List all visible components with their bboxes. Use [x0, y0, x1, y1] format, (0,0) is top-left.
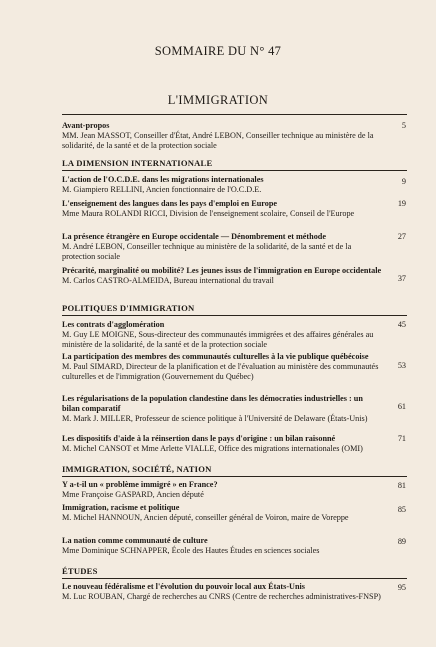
entry-author: Mme Dominique SCHNAPPER, École des Hautes Études en sciences sociales [62, 546, 320, 555]
entry-page: 81 [397, 481, 406, 490]
entry-title: Les régularisations de la population clandestine dans les démocraties industrielles : un bilan comparatif [62, 394, 363, 413]
toc-entry [62, 232, 382, 262]
entry-page: 19 [397, 199, 406, 208]
divider [62, 170, 407, 171]
entry-author: M. Michel HANNOUN, Ancien député, conseiller général de Voiron, maire de Voreppe [62, 513, 349, 522]
toc-entry [62, 394, 382, 424]
entry-author: M. Giampiero RELLINI, Ancien fonctionnaire de l'O.C.D.E. [62, 185, 262, 194]
toc-entry [62, 352, 382, 382]
entry-author: M. Michel CANSOT et Mme Arlette VIALLE, Office des migrations internationales (OMI) [62, 444, 363, 453]
toc-entry [62, 503, 382, 523]
entry-page: 53 [397, 361, 406, 370]
entry-title: Précarité, marginalité ou mobilité? Les jeunes issus de l'immigration en Europe occidentale [62, 266, 382, 275]
section-heading: POLITIQUES D'IMMIGRATION [62, 303, 195, 313]
entry-author: M. Paul SIMARD, Directeur de la planification et de l'évaluation au ministère des communautés culturelles et de l'immigration (Gouvernement du Québec) [62, 362, 379, 381]
entry-page: 95 [397, 583, 406, 592]
entry-author: M. Luc ROUBAN, Chargé de recherches au CNRS (Centre de recherches administratives-FNSP) [62, 592, 381, 601]
toc-entry [62, 582, 382, 602]
section-heading: IMMIGRATION, SOCIÉTÉ, NATION [62, 464, 212, 474]
divider [62, 315, 407, 316]
page-title: SOMMAIRE DU N° 47 [154, 44, 282, 58]
toc-entry [62, 480, 382, 500]
entry-author: Mme Maura ROLANDI RICCI, Division de l'enseignement scolaire, Conseil de l'Europe [62, 209, 355, 218]
toc-entry [62, 320, 382, 350]
entry-page: 5 [401, 121, 406, 130]
divider [62, 578, 407, 579]
toc-entry [62, 121, 382, 151]
entry-page: 61 [397, 402, 406, 411]
divider [62, 114, 407, 115]
entry-title: L'action de l'O.C.D.E. dans les migrations internationales [62, 175, 264, 184]
entry-title: La participation des membres des communautés culturelles à la vie publique québécoise [62, 352, 369, 361]
entry-author: M. André LEBON, Conseiller technique au ministère de la solidarité, de la santé et de la protection sociale [62, 242, 352, 261]
toc-entry [62, 266, 382, 286]
toc-entry [62, 536, 382, 556]
divider [62, 476, 407, 477]
entry-title: Les contrats d'agglomération [62, 320, 165, 329]
entry-page: 27 [397, 232, 406, 241]
entry-page: 9 [401, 177, 406, 186]
entry-title: L'enseignement des langues dans les pays d'emploi en Europe [62, 199, 278, 208]
toc-entry [62, 199, 382, 219]
entry-author: M. Carlos CASTRO-ALMEIDA, Bureau international du travail [62, 276, 274, 285]
entry-author: Mme Françoise GASPARD, Ancien député [62, 490, 204, 499]
entry-page: 85 [397, 505, 406, 514]
entry-title: La présence étrangère en Europe occidentale — Dénombrement et méthode [62, 232, 326, 241]
section-heading: LA DIMENSION INTERNATIONALE [62, 158, 213, 168]
entry-title: Immigration, racisme et politique [62, 503, 180, 512]
issue-theme: L'IMMIGRATION [167, 93, 269, 107]
entry-title: Avant-propos [62, 121, 110, 130]
entry-title: Les dispositifs d'aide à la réinsertion dans le pays d'origine : un bilan raisonné [62, 434, 336, 443]
toc-entry [62, 434, 382, 454]
entry-page: 71 [397, 434, 406, 443]
entry-page: 45 [397, 320, 406, 329]
entry-page: 89 [397, 537, 406, 546]
entry-author: MM. Jean MASSOT, Conseiller d'État, André LEBON, Conseiller technique au ministère de la solidarité, de la santé et de la protection sociale [62, 131, 374, 150]
entry-author: M. Mark J. MILLER, Professeur de science politique à l'Université de Delaware (États-Unis) [62, 414, 368, 423]
entry-title: Y a-t-il un « problème immigré » en France? [62, 480, 218, 489]
entry-title: Le nouveau fédéralisme et l'évolution du pouvoir local aux États-Unis [62, 582, 305, 591]
section-heading: ÉTUDES [62, 566, 98, 576]
entry-author: M. Guy LE MOIGNE, Sous-directeur des communautés immigrées et des affaires générales au ministère de la solidarité, de la santé et de la protection sociale [62, 330, 374, 349]
entry-title: La nation comme communauté de culture [62, 536, 208, 545]
toc-entry [62, 175, 382, 195]
entry-page: 37 [397, 274, 406, 283]
